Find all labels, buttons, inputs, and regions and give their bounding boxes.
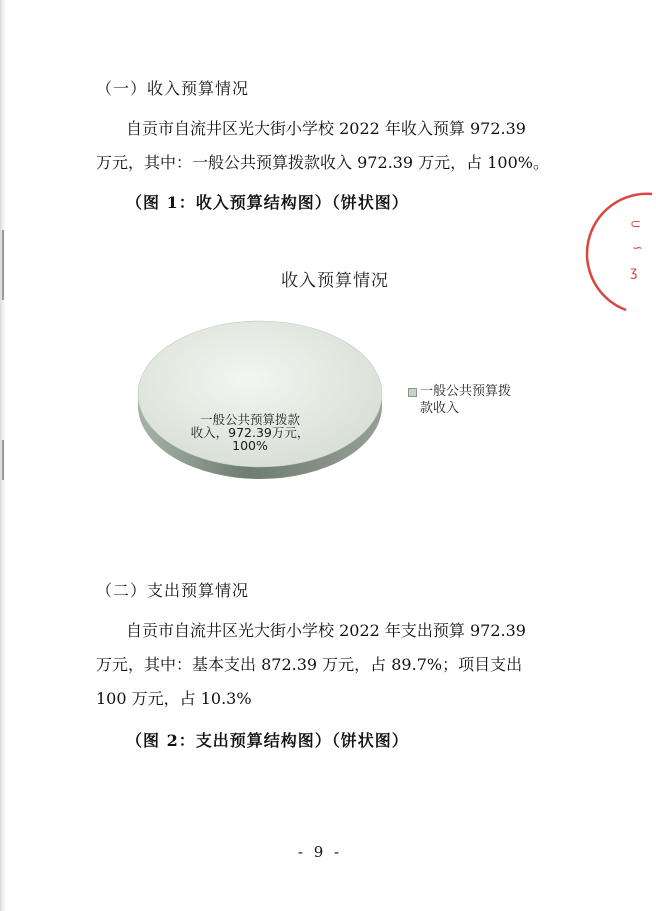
- legend-swatch: [408, 388, 417, 397]
- chart-title: 收入预算情况: [281, 271, 389, 291]
- paragraph-line: 万元，其中：一般公共预算拨款收入 972.39 万元，占 100%。: [96, 153, 549, 172]
- legend-label-line: 一般公共预算拨: [420, 384, 512, 399]
- seal-glyph: ʒ: [630, 265, 638, 280]
- scan-artifact: [2, 440, 4, 480]
- income-paragraph: [96, 112, 558, 180]
- paragraph-line: 100 万元，占 10.3%: [96, 689, 252, 708]
- pie-data-label-line: 100%: [232, 438, 268, 453]
- scan-artifact: [2, 230, 4, 300]
- section-heading-income: （一）收入预算情况: [96, 79, 250, 98]
- pie-data-label-line: 收入，972.39万元，: [190, 425, 310, 440]
- page-number: - 9 -: [297, 843, 343, 861]
- seal-glyph: ⊂: [630, 217, 641, 232]
- income-pie-chart: [120, 258, 550, 498]
- figure-caption-1: （图 1：收入预算结构图）（饼状图）: [126, 193, 409, 212]
- paragraph-line: 自贡市自流井区光大街小学校 2022 年支出预算 972.39: [126, 621, 526, 640]
- chart-legend: [408, 383, 532, 417]
- seal-glyph: ∽: [632, 241, 643, 256]
- pie-chart-svg: [120, 258, 550, 498]
- pie-data-label-line: 一般公共预算拨款: [199, 412, 301, 427]
- paragraph-line: 万元，其中：基本支出 872.39 万元，占 89.7%；项目支出: [96, 655, 523, 674]
- official-seal-fragment: [616, 190, 656, 320]
- legend-label: [420, 383, 532, 417]
- figure-caption-2: （图 2：支出预算结构图）（饼状图）: [126, 731, 409, 750]
- expense-paragraph: [96, 614, 558, 716]
- legend-label-line: 款收入: [420, 401, 460, 416]
- section-heading-expense: （二）支出预算情况: [96, 581, 250, 600]
- paragraph-line: 自贡市自流井区光大街小学校 2022 年收入预算 972.39: [126, 119, 526, 138]
